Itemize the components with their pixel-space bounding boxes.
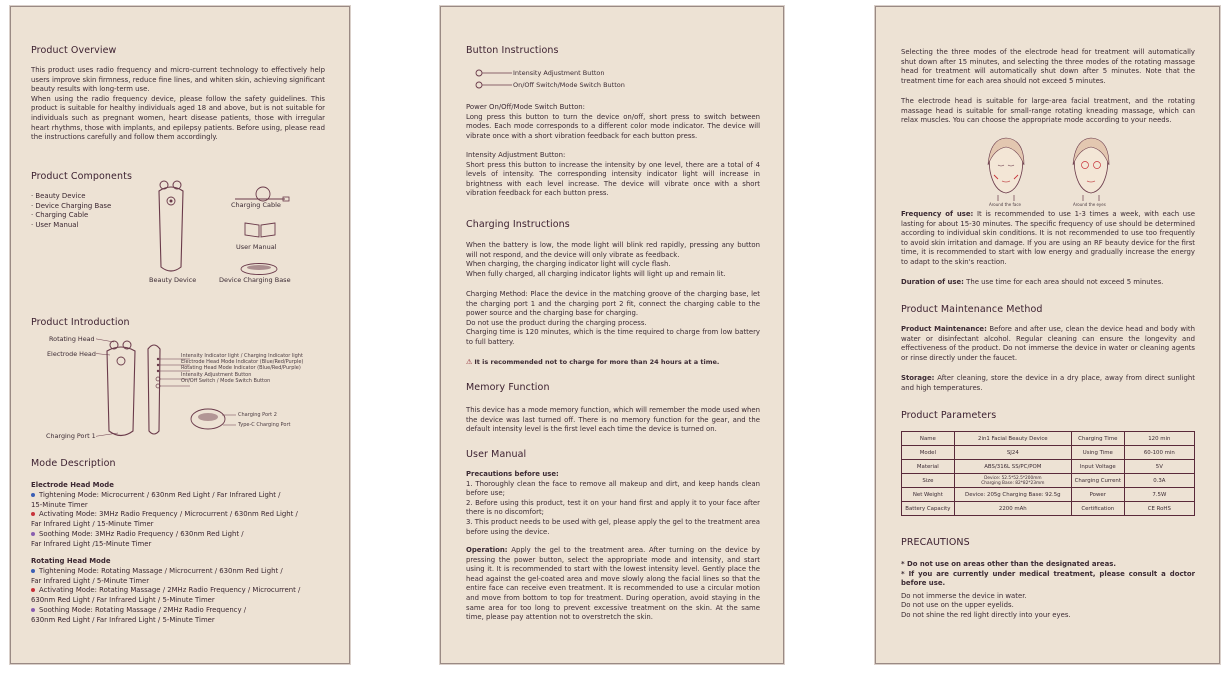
table-cell: ABS/316L SS/PC/POM — [954, 460, 1071, 474]
storage-text: Storage: After cleaning, store the device in a dry place, away from direct sunlight and high temperatures. — [901, 374, 1195, 392]
manual-page-1 — [10, 6, 350, 664]
beauty-device-label: Beauty Device — [149, 276, 197, 284]
button-legend-icon — [474, 68, 514, 90]
legend-power-button: On/Off Switch/Mode Switch Button — [513, 81, 625, 89]
table-cell: Net Weight — [902, 488, 955, 502]
legend-intensity-button: Intensity Adjustment Button — [513, 69, 605, 77]
table-row — [902, 432, 1195, 446]
callout-text: Rotating Head Mode Indicator (Blue/Red/Purple) — [181, 365, 301, 372]
callout-text: Intensity Adjustment Button — [181, 371, 252, 378]
table-cell: Charging Current — [1071, 474, 1124, 488]
charging-base-label: Device Charging Base — [219, 276, 291, 284]
parameters-table — [901, 431, 1195, 516]
table-cell: Using Time — [1071, 446, 1124, 460]
product-introduction-heading: Product Introduction — [31, 317, 130, 328]
table-cell: Size — [902, 474, 955, 488]
charging-base-illustration — [239, 262, 279, 276]
user-manual-illustration — [243, 220, 277, 238]
electrode-mode-title: Electrode Head Mode — [31, 481, 114, 489]
manual-page-2 — [440, 6, 784, 664]
table-cell: 0.3A — [1124, 474, 1194, 488]
intensity-button-text: Intensity Adjustment Button: Short press this button to increase the intensity by one level, there are a total of 4 levels of intensity. The corresponding intensity indicator light will increase in brightness with each level increase. The device will vibrate once with a short vibration feedback for each button press. — [466, 151, 760, 198]
list-item: * Do not use on areas other than the designated areas. — [901, 560, 1116, 568]
mode-description-heading: Mode Description — [31, 458, 116, 469]
table-cell: Device: 205g Charging Base: 92.5g — [954, 488, 1071, 502]
product-parameters-heading: Product Parameters — [901, 410, 997, 421]
maintenance-text: Product Maintenance: Before and after use, clean the device head and body with water or disinfectant alcohol. Regular cleaning can ensure the longevity and effectiveness of the product. Do not immerse the device in water or cleaning agents or rinse directly under the faucet. — [901, 325, 1195, 362]
list-item: 15-Minute Timer — [31, 500, 88, 509]
face-illustration-1 — [984, 135, 1028, 201]
face-illustration-2 — [1069, 135, 1113, 201]
table-cell: 2in1 Facial Beauty Device — [954, 432, 1071, 446]
electrode-head-label: Electrode Head — [47, 350, 96, 358]
table-cell: 60-100 min — [1124, 446, 1194, 460]
list-item: Do not immerse the device in water. — [901, 591, 1027, 600]
callout-text: On/Off Switch / Mode Switch Button — [181, 378, 271, 385]
list-item: Far Infrared Light / 15-Minute Timer — [31, 520, 154, 529]
rotating-head-label: Rotating Head — [49, 335, 95, 343]
list-item: 630nm Red Light / Far Infrared Light / 5-Minute Timer — [31, 596, 215, 605]
face-caption-1: Around the face — [989, 202, 1021, 207]
rotating-mode-list — [31, 567, 300, 625]
beauty-device-illustration — [151, 177, 191, 277]
charging-instructions-heading: Charging Instructions — [466, 219, 570, 230]
list-item: 630nm Red Light / Far Infrared Light / 5-Minute Timer — [31, 615, 215, 624]
precautions-before-use: Precautions before use: 1. Thoroughly clean the face to remove all makeup and dirt, and keep hands clean before use; 2. Before using this product, test it on your hand first and apply it to your face after there is no discomfort; 3. This product needs to be used with gel, please apply the gel to the treatment area before using the device. — [466, 470, 760, 536]
table-row — [902, 474, 1195, 488]
duration-of-use-text: Duration of use: The use time for each area should not exceed 5 minutes. — [901, 278, 1164, 286]
product-components-heading: Product Components — [31, 171, 132, 182]
list-item: · Device Charging Base — [31, 201, 112, 210]
list-item: Tightening Mode: Rotating Massage / Microcurrent / 630nm Red Light / — [31, 567, 300, 577]
charging-port-1-label: Charging Port 1 — [46, 432, 96, 440]
list-item: Far Infrared Light / 5-Minute Timer — [31, 576, 150, 585]
list-item: Soothing Mode: Rotating Massage / 2MHz Radio Frequency / — [31, 606, 300, 616]
user-manual-heading: User Manual — [466, 449, 527, 460]
table-cell: 120 min — [1124, 432, 1194, 446]
table-cell: SJ24 — [954, 446, 1071, 460]
table-row — [902, 502, 1195, 516]
table-cell: CE RoHS — [1124, 502, 1194, 516]
table-cell: Battery Capacity — [902, 502, 955, 516]
list-item: Tightening Mode: Microcurrent / 630nm Red Light / Far Infrared Light / — [31, 491, 298, 501]
product-overview-heading: Product Overview — [31, 45, 117, 56]
product-overview-text — [31, 66, 325, 143]
table-cell: Certification — [1071, 502, 1124, 516]
list-item: Activating Mode: 3MHz Radio Frequency / Microcurrent / 630nm Red Light / — [31, 510, 298, 520]
table-row — [902, 446, 1195, 460]
memory-function-text: This device has a mode memory function, which will remember the mode used when the device was last turned off. There is no memory function for the gear, and the default intensity level is the first level each time the device is turned on. — [466, 406, 760, 434]
memory-function-heading: Memory Function — [466, 382, 550, 393]
table-cell: Charging Time — [1071, 432, 1124, 446]
face-caption-2: Around the eyes — [1073, 202, 1106, 207]
frequency-of-use-text: Frequency of use: It is recommended to use 1-3 times a week, with each use lasting for about 15-30 minutes. The specific frequency of use should be determined according to individual skin conditions. It is not recommended to use too frequently to avoid skin irritation and damage. If you are using an RF beauty device for the first time, it is recommended to start with low energy and gradually increase the energy to adapt to the skin's reaction. — [901, 210, 1195, 266]
auto-shutdown-text: Selecting the three modes of the electrode head for treatment will automatically shut down after 15 minutes, and selecting the three modes of the rotating massage head for treatment will automatically shut down after 5 minutes. Note that the treatment time for each area should not exceed 5 minutes. — [901, 48, 1195, 85]
list-item: Do not use on the upper eyelids. — [901, 601, 1014, 610]
manual-page-3 — [875, 6, 1220, 664]
user-manual-label: User Manual — [236, 243, 277, 251]
list-item: · Beauty Device — [31, 192, 86, 200]
table-cell: Model — [902, 446, 955, 460]
head-usage-text: The electrode head is suitable for large-area facial treatment, and the rotating massage head is suitable for small-range rotating kneading massage, which can relax muscles. You can choose the appropriate mode according to your needs. — [901, 97, 1195, 125]
operation-text: Operation: Apply the gel to the treatment area. After turning on the device by pressing the power button, select the appropriate mode and intensity, and start using it. It is recommended to start with the lowest intensity level. Gently place the head against the gel-coated area and move slowly along the facial lines so that the entire face can receive even treatment. It is recommended to use a circular motion and move from bottom to top for treatment. During operation, avoid staying in the same area for too long to prevent excessive treatment on the skin. At the same time, please pay attention not to overstretch the skin. — [466, 546, 760, 622]
callout-list — [181, 353, 303, 385]
warning-icon: ⚠ — [466, 358, 473, 366]
charging-text: When the battery is low, the mode light will blink red rapidly, pressing any button will not respond, and the device will only vibrate as feedback. When charging, the charging indicator light will cycle flash. When fully charged, all charging indicator lights will light up and remain lit. — [466, 241, 760, 278]
table-cell: Name — [902, 432, 955, 446]
charging-port-2-label: Charging Port 2 — [238, 412, 277, 418]
list-item: * If you are currently under medical treatment, please consult a doctor before use. — [901, 569, 1195, 588]
list-item: Activating Mode: Rotating Massage / 2MHz Radio Frequency / Microcurrent / — [31, 586, 300, 596]
rotating-mode-title: Rotating Head Mode — [31, 557, 111, 565]
components-list — [31, 192, 111, 230]
table-row — [902, 488, 1195, 502]
precautions-heading: PRECAUTIONS — [901, 537, 970, 548]
table-cell: Material — [902, 460, 955, 474]
callout-text: Intensity Indicator light / Charging Indicator light — [181, 353, 303, 359]
table-cell: 7.5W — [1124, 488, 1194, 502]
callout-text: Electrode Head Mode Indicator (Blue/Red/Purple) — [181, 359, 304, 366]
power-button-text: Power On/Off/Mode Switch Button: Long press this button to turn the device on/off, short press to switch between modes. Each mode corresponds to a different color mode indicator. The device will vibrate once with a short vibration feedback for each button press. — [466, 103, 760, 140]
table-cell: Power — [1071, 488, 1124, 502]
list-item: · User Manual — [31, 220, 79, 229]
overview-paragraph-1: This product uses radio frequency and micro-current technology to effectively help users improve skin firmness, reduce fine lines, and whiten skin, achieving significant beauty results with long-term use. — [31, 66, 325, 94]
overview-paragraph-2: When using the radio frequency device, please follow the safety guidelines. This product is suitable for healthy individuals aged 18 and above, but is not suitable for individuals such as pregnant women, heart disease patients, those with irregular heart rhythms, those with implants, and epilepsy patients. Before using, please read the instructions carefully and follow them accordingly. — [31, 94, 325, 142]
maintenance-heading: Product Maintenance Method — [901, 304, 1043, 315]
electrode-mode-list — [31, 491, 298, 549]
button-instructions-heading: Button Instructions — [466, 45, 559, 56]
table-row — [902, 460, 1195, 474]
list-item: Far Infrared Light /15-Minute Timer — [31, 539, 152, 548]
list-item: · Charging Cable — [31, 211, 89, 219]
charging-method-text: Charging Method: Place the device in the matching groove of the charging base, let the charging port 1 and the charging port 2 fit, connect the charging cable to the power source and the charging base for charging. Do not use the product during the charging process. Charging time is 120 minutes, which is the time required to charge from low battery to full battery. — [466, 290, 760, 346]
charging-warning: ⚠ It is recommended not to charge for more than 24 hours at a time. — [466, 358, 720, 366]
list-item: Do not shine the red light directly into your eyes. — [901, 610, 1071, 619]
charging-cable-label: Charging Cable — [231, 201, 281, 209]
table-cell: Device: 52.5*52.5*200mm Charging Base: 82*82*23mm — [954, 474, 1071, 488]
table-cell: 5V — [1124, 460, 1194, 474]
typec-port-label: Type-C Charging Port — [238, 422, 291, 428]
table-cell: Input Voltage — [1071, 460, 1124, 474]
precautions-list — [901, 560, 1195, 621]
list-item: Soothing Mode: 3MHz Radio Frequency / 630nm Red Light / — [31, 530, 298, 540]
table-cell: 2200 mAh — [954, 502, 1071, 516]
